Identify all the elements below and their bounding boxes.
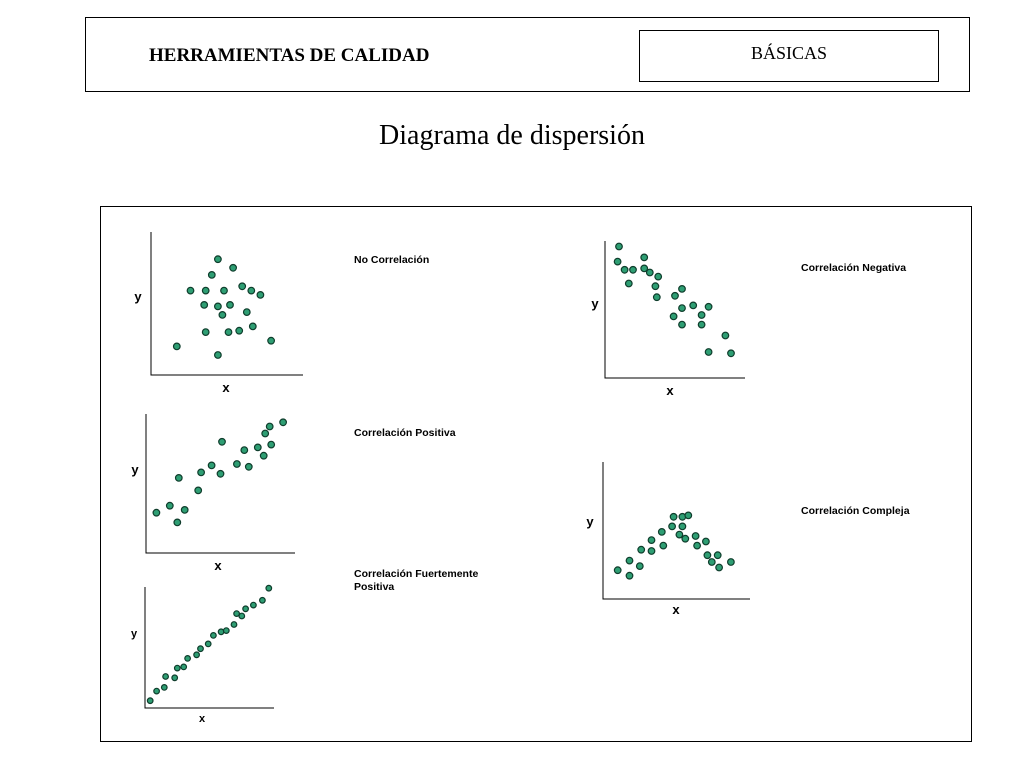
data-point xyxy=(614,567,621,574)
data-point xyxy=(722,332,729,339)
data-point xyxy=(669,523,676,530)
data-point xyxy=(703,538,710,545)
data-point xyxy=(241,447,248,454)
y-axis-label: y xyxy=(131,462,139,477)
data-point xyxy=(268,337,275,344)
data-point xyxy=(698,321,705,328)
caption-no-correlation: No Correlación xyxy=(354,254,430,266)
data-point xyxy=(215,352,222,359)
data-point xyxy=(198,469,205,476)
data-point xyxy=(198,646,204,652)
x-axis-label: x xyxy=(222,380,230,395)
data-point xyxy=(648,537,655,544)
caption-strong-positive-correlation: Correlación Fuertemente Positiva xyxy=(354,568,479,593)
data-point xyxy=(250,323,257,330)
y-axis-label: y xyxy=(591,296,599,311)
data-point xyxy=(243,606,249,612)
data-point xyxy=(679,305,686,312)
data-point xyxy=(728,350,735,357)
data-point xyxy=(280,419,287,426)
data-point xyxy=(659,529,666,536)
data-point xyxy=(690,302,697,309)
data-point xyxy=(626,572,633,579)
data-point xyxy=(268,441,275,448)
data-point xyxy=(652,283,659,290)
data-point xyxy=(219,312,226,319)
axis-lines xyxy=(603,462,750,599)
data-point xyxy=(153,509,160,516)
data-point xyxy=(248,287,255,294)
data-point xyxy=(205,641,211,647)
data-point xyxy=(262,430,269,437)
data-point xyxy=(679,523,686,530)
data-point xyxy=(630,267,637,274)
data-point xyxy=(239,283,246,290)
data-point xyxy=(648,548,655,555)
data-point xyxy=(230,265,237,272)
data-point xyxy=(208,462,215,469)
data-point xyxy=(638,546,645,553)
data-point xyxy=(266,585,272,591)
data-point xyxy=(202,329,209,336)
scatter-plot-negative-correlation xyxy=(591,241,745,398)
data-point xyxy=(714,552,721,559)
data-point xyxy=(209,272,216,279)
data-point xyxy=(679,286,686,293)
data-point xyxy=(215,303,222,310)
data-point xyxy=(260,452,267,459)
data-point xyxy=(257,292,264,299)
category-label: BÁSICAS xyxy=(639,30,939,82)
data-point xyxy=(172,675,178,681)
scatter-plot-complex-correlation xyxy=(586,462,750,617)
data-point xyxy=(202,287,209,294)
data-point xyxy=(692,533,699,540)
data-point xyxy=(224,628,230,634)
data-point xyxy=(227,302,234,309)
data-point xyxy=(260,598,266,604)
data-point xyxy=(217,471,224,478)
data-point xyxy=(251,602,257,608)
data-point xyxy=(211,633,217,639)
data-point xyxy=(215,256,222,263)
scatter-plot-no-correlation xyxy=(134,232,303,395)
data-point xyxy=(637,563,644,570)
x-axis-label: x xyxy=(214,558,222,573)
data-point xyxy=(244,309,251,316)
data-point xyxy=(176,475,183,482)
y-axis-label: y xyxy=(130,628,138,640)
data-point xyxy=(670,514,677,521)
data-point xyxy=(614,258,621,265)
data-point xyxy=(234,461,241,468)
data-point xyxy=(685,512,692,519)
data-point xyxy=(716,564,723,571)
data-point xyxy=(672,293,679,300)
data-point xyxy=(626,280,633,287)
data-point xyxy=(254,444,261,451)
scatter-plot-strong-positive xyxy=(131,585,274,725)
data-point xyxy=(705,304,712,311)
data-point xyxy=(728,559,735,566)
y-axis-label: y xyxy=(586,514,594,529)
data-point xyxy=(219,439,226,446)
data-point xyxy=(616,243,623,250)
data-point xyxy=(225,329,232,336)
data-point xyxy=(709,559,716,566)
data-point xyxy=(647,269,654,276)
data-point xyxy=(705,349,712,356)
scatter-plot-positive-correlation xyxy=(131,414,295,573)
data-point xyxy=(174,519,181,526)
data-point xyxy=(682,535,689,542)
data-point xyxy=(694,542,701,549)
caption-complex-correlation: Correlación Compleja xyxy=(801,505,910,517)
data-point xyxy=(655,273,662,280)
data-point xyxy=(236,327,243,334)
x-axis-label: x xyxy=(672,602,680,617)
data-point xyxy=(670,313,677,320)
data-point xyxy=(147,698,153,704)
data-point xyxy=(641,254,648,261)
data-point xyxy=(181,507,188,514)
data-point xyxy=(187,287,194,294)
data-point xyxy=(154,688,160,694)
data-point xyxy=(175,665,181,671)
caption-negative-correlation: Correlación Negativa xyxy=(801,262,907,274)
data-point xyxy=(201,302,208,309)
data-point xyxy=(676,531,683,538)
data-point xyxy=(239,613,245,619)
x-axis-label: x xyxy=(666,383,674,398)
axis-lines xyxy=(146,414,295,553)
page-title: Diagrama de dispersión xyxy=(379,120,645,151)
data-point xyxy=(698,312,705,319)
data-point xyxy=(626,557,633,564)
data-point xyxy=(162,685,168,691)
data-point xyxy=(194,652,200,658)
data-point xyxy=(221,287,228,294)
data-point xyxy=(185,656,191,662)
data-point xyxy=(195,487,202,494)
data-point xyxy=(167,502,174,509)
caption-positive-correlation: Correlación Positiva xyxy=(354,427,456,439)
data-point xyxy=(679,321,686,328)
data-point xyxy=(621,267,628,274)
data-point xyxy=(246,464,253,471)
data-point xyxy=(174,343,181,350)
header-title: HERRAMIENTAS DE CALIDAD xyxy=(149,45,430,66)
data-point xyxy=(181,664,187,670)
data-point xyxy=(163,674,169,680)
x-axis-label: x xyxy=(198,713,206,725)
data-point xyxy=(704,552,711,559)
data-point xyxy=(660,542,667,549)
data-point xyxy=(266,423,273,430)
axis-lines xyxy=(605,241,745,378)
data-point xyxy=(654,294,661,301)
data-point xyxy=(231,622,237,628)
y-axis-label: y xyxy=(134,289,142,304)
